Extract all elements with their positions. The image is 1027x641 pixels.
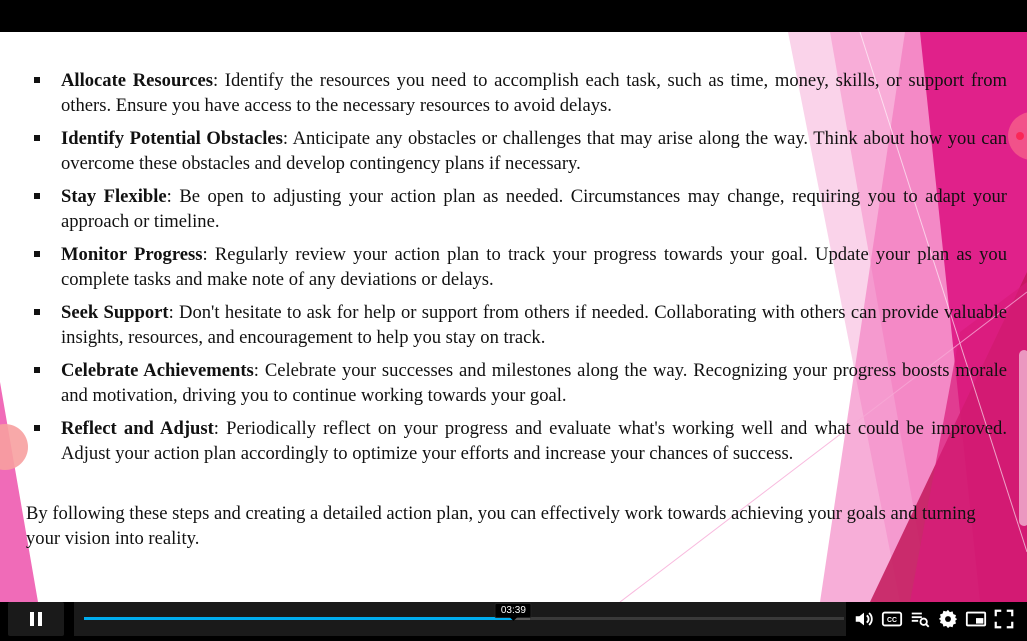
settings-button[interactable] <box>937 608 959 630</box>
progress-played <box>84 617 513 620</box>
pause-button[interactable] <box>8 602 64 636</box>
bullet-term: Monitor Progress <box>61 244 203 265</box>
progress-bar[interactable] <box>74 602 846 636</box>
slide-text <box>0 32 1027 602</box>
volume-button[interactable] <box>853 608 875 630</box>
progress-track[interactable] <box>84 605 844 620</box>
bullet-term: Seek Support <box>61 302 169 323</box>
bullet-text: : Identify the resources you need to accomplish each task, such as time, money, skills, or support from others. Ensure you have access to the necessary resources to avoid delays. <box>61 70 1007 116</box>
volume-icon <box>853 608 875 630</box>
captions-button[interactable] <box>881 608 903 630</box>
bullet-text: : Periodically reflect on your progress and evaluate what's working well and what could be improved. Adjust your action plan accordingly to optimize your efforts and increase your chances of success. <box>61 418 1007 464</box>
bullet-text: : Be open to adjusting your action plan as needed. Circumstances may change, requiring you to adapt your approach or timeline. <box>61 186 1007 232</box>
top-black-bar <box>0 0 1027 32</box>
picture-in-picture-icon <box>965 608 987 630</box>
bullet-term: Celebrate Achievements <box>61 360 254 381</box>
picture-in-picture-button[interactable] <box>965 608 987 630</box>
bullet-item <box>33 242 1007 292</box>
closing-paragraph: By following these steps and creating a detailed action plan, you can effectively work towards achieving your goals and turning your vision into reality. <box>26 503 976 549</box>
bullet-term: Allocate Resources <box>61 70 213 91</box>
bullet-term: Reflect and Adjust <box>61 418 214 439</box>
bullet-term: Identify Potential Obstacles <box>61 128 283 149</box>
svg-text:CC: CC <box>887 617 897 625</box>
bullet-item <box>33 358 1007 408</box>
bullet-item <box>33 68 1007 118</box>
bullet-text: : Regularly review your action plan to track your progress towards your goal. Update your plan as you complete tasks and make note of any deviations or delays. <box>61 244 1008 290</box>
bullet-text: : Don't hesitate to ask for help or support from others if needed. Collaborating with others can provide valuable insights, resources, and encouragement to help you stay on track. <box>61 302 1007 348</box>
fullscreen-button[interactable] <box>993 608 1015 630</box>
fullscreen-icon <box>993 608 1015 630</box>
transcript-icon <box>909 608 931 630</box>
captions-icon <box>881 608 903 630</box>
bullet-text: : Celebrate your successes and milestones along the way. Recognizing your progress boosts morale and motivation, driving you to continue working towards your goal. <box>61 360 1007 406</box>
bullet-item <box>33 416 1007 466</box>
settings-gear-icon <box>937 608 959 630</box>
bullet-item <box>33 300 1007 350</box>
bullet-term: Stay Flexible <box>61 186 167 207</box>
bullet-item <box>33 126 1007 176</box>
video-player-controls <box>0 602 1027 641</box>
presentation-slide <box>0 32 1027 602</box>
bullet-text: : Anticipate any obstacles or challenges that may arise along the way. Think about how you can overcome these obstacles and develop contingency plans if necessary. <box>61 128 1007 174</box>
bullet-list <box>33 68 1007 474</box>
transcript-button[interactable] <box>909 608 931 630</box>
bullet-item <box>33 184 1007 234</box>
hover-time-tooltip: 03:39 <box>495 603 532 618</box>
